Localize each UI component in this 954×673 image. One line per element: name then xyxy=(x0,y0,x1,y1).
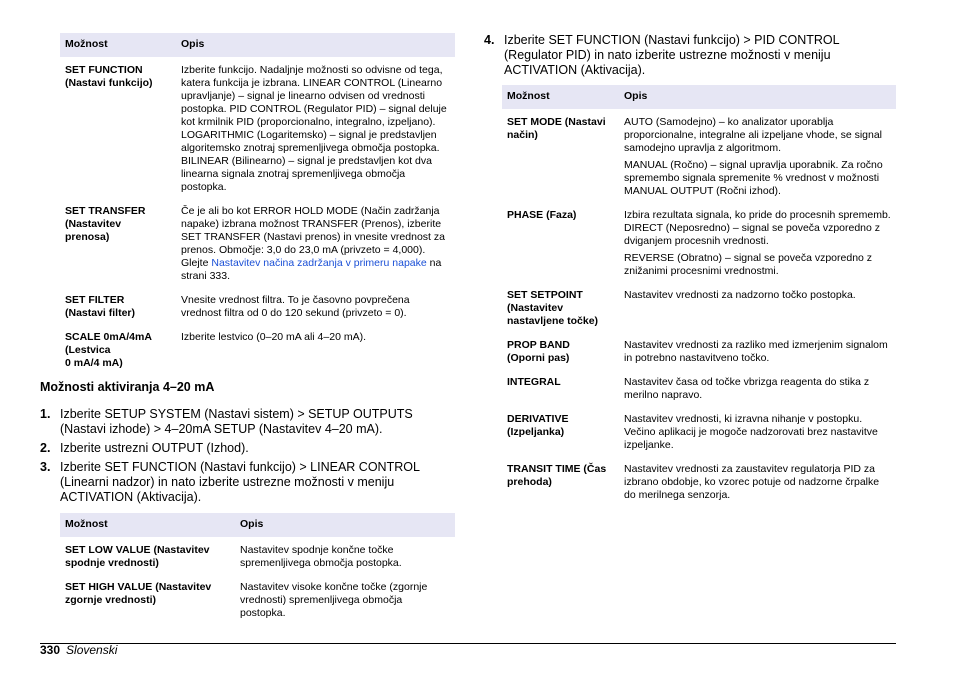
option-name: TRANSIT TIME (Čas prehoda) xyxy=(507,463,607,488)
step-number: 2. xyxy=(40,441,51,455)
option-description: Izberite lestvico (0–20 mA ali 4–20 mA). xyxy=(181,331,367,343)
table-row xyxy=(502,202,896,282)
option-description: Izbira rezultata signala, ko pride do procesnih sprememb. DIRECT (Neposredno) – signal se poveča vzporedno z dviganjem procesnih vrednosti. REVERSE (Obratno) – signal se poveča vzporedno z znižanimi procesnimi vrednostmi. xyxy=(624,209,891,277)
header-option: Možnost xyxy=(60,33,176,57)
page-footer xyxy=(40,643,117,657)
option-name: SET SETPOINT (Nastavitev nastavljene točke) xyxy=(507,289,599,327)
table-header-row xyxy=(60,33,455,57)
option-name: PHASE (Faza) xyxy=(507,209,577,221)
table-row xyxy=(60,324,455,374)
table-row xyxy=(502,369,896,406)
table-row xyxy=(502,282,896,332)
table-row xyxy=(502,406,896,456)
option-name: DERIVATIVE (Izpeljanka) xyxy=(507,413,569,438)
step-number: 3. xyxy=(40,460,51,474)
step-number: 1. xyxy=(40,407,51,421)
option-name: SET MODE (Nastavi način) xyxy=(507,116,606,141)
table-row xyxy=(502,456,896,506)
table-row xyxy=(60,198,455,287)
step-text: Izberite SETUP SYSTEM (Nastavi sistem) > SETUP OUTPUTS (Nastavi izhode) > 4–20mA SETUP (Nastavitev 4–20 mA). xyxy=(60,407,413,436)
option-name: SET FILTER (Nastavi filter) xyxy=(65,294,136,319)
option-description: Nastavitev časa od točke vbrizga reagenta do stika z merilno napravo. xyxy=(624,376,870,401)
table-row xyxy=(60,574,455,624)
step-item xyxy=(40,441,455,456)
procedure-steps-continued xyxy=(484,33,896,78)
step-item xyxy=(40,407,455,437)
option-description: Vnesite vrednost filtra. To je časovno povprečena vrednost filtra od 0 do 120 sekund (privzeto = 0). xyxy=(181,294,410,319)
option-description: Nastavitev vrednosti za nadzorno točko postopka. xyxy=(624,289,856,301)
table-row xyxy=(60,537,455,574)
option-description: Nastavitev visoke končne točke (zgornje vrednosti) spremenljivega območja postopka. xyxy=(240,581,428,619)
option-description: Če je ali bo kot ERROR HOLD MODE (Način zadržanja napake) izbrana možnost TRANSFER (Prenos), izberite SET TRANSFER (Nastavi prenos) in vnesite vrednost za prenos. Območje: 3,0 do 23,0 mA (privzeto = 4,000). Glejte Nastavitev načina zadržanja v primeru napake na strani 333. xyxy=(181,205,445,282)
option-name: SET FUNCTION (Nastavi funkcijo) xyxy=(65,64,153,89)
option-description: Nastavitev vrednosti za zaustavitev regulatorja PID za izbrano obdobje, ko vzorec potuje od nadzorne črpalke do merilnega senzorja. xyxy=(624,463,880,501)
option-description: Nastavitev vrednosti za razliko med izmerjenim signalom in potrebno nastavitveno točko. xyxy=(624,339,888,364)
option-description: Nastavitev spodnje končne točke spremenljivega območja postopka. xyxy=(240,544,402,569)
header-description: Opis xyxy=(619,85,896,109)
section-heading: Možnosti aktiviranja 4–20 mA xyxy=(40,380,215,394)
table-header-row xyxy=(502,85,896,109)
option-name: SET LOW VALUE (Nastavitev spodnje vrednosti) xyxy=(65,544,210,569)
step-text: Izberite ustrezni OUTPUT (Izhod). xyxy=(60,441,249,455)
option-table-pid xyxy=(502,85,896,506)
option-table-function xyxy=(60,33,455,374)
table-row xyxy=(502,332,896,369)
header-option: Možnost xyxy=(502,85,619,109)
table-row xyxy=(60,57,455,198)
option-table-linear xyxy=(60,513,455,624)
cross-reference-link[interactable]: Nastavitev načina zadržanja v primeru napake xyxy=(211,257,427,269)
header-description: Opis xyxy=(235,513,455,537)
table-row xyxy=(60,287,455,324)
option-description: AUTO (Samodejno) – ko analizator uporablja proporcionalne, integralne ali izpeljane vhode, se signal samodejno upravlja z algoritmom. MANUAL (Ročno) – signal upravlja uporabnik. Za ročno spremembo signala spremenite % vrednost v možnosti MANUAL OUTPUT (Ročni izhod). xyxy=(624,116,883,197)
procedure-steps xyxy=(40,407,455,509)
footer-language: Slovenski xyxy=(66,643,118,657)
step-number: 4. xyxy=(484,33,495,47)
page-number: 330 xyxy=(40,643,61,657)
option-description: Izberite funkcijo. Nadaljnje možnosti so odvisne od tega, katera funkcija je izbrana. LINEAR CONTROL (Linearno upravljanje) – signal je linearno odvisen od vrednosti postopka. PID CONTROL (Regulator PID) – signal deluje kot krmilnik PID (proporcionalno, integralno, izpeljano). LOGARITHMIC (Logaritemsko) – signal je predstavljen algoritemsko znotraj spremenljivega območja postopka. BILINEAR (Bilinearno) – signal je predstavljen kot dva linearna signala znotraj spremenljivega območja postopka. xyxy=(181,64,447,193)
option-description: Nastavitev vrednosti, ki izravna nihanje v postopku. Večino aplikacij je mogoče nadzorovati brez nastavitve izpeljanke. xyxy=(624,413,878,451)
option-name: SET TRANSFER (Nastavitev prenosa) xyxy=(65,205,146,243)
option-name: SCALE 0mA/4mA (Lestvica 0 mA/4 mA) xyxy=(65,331,152,369)
header-option: Možnost xyxy=(60,513,235,537)
option-name: INTEGRAL xyxy=(507,376,561,388)
table-row xyxy=(502,109,896,202)
table-header-row xyxy=(60,513,455,537)
step-item xyxy=(40,460,455,505)
step-text: Izberite SET FUNCTION (Nastavi funkcijo) > PID CONTROL (Regulator PID) in nato izberite ustrezne možnosti v meniju ACTIVATION (Aktivacija). xyxy=(504,33,840,77)
header-description: Opis xyxy=(176,33,455,57)
option-name: SET HIGH VALUE (Nastavitev zgornje vrednosti) xyxy=(65,581,212,606)
option-name: PROP BAND (Oporni pas) xyxy=(507,339,570,364)
footer-divider xyxy=(40,643,896,644)
step-item xyxy=(484,33,896,78)
step-text: Izberite SET FUNCTION (Nastavi funkcijo) > LINEAR CONTROL (Linearni nadzor) in nato izberite ustrezne možnosti v meniju ACTIVATION (Aktivacija). xyxy=(60,460,420,504)
